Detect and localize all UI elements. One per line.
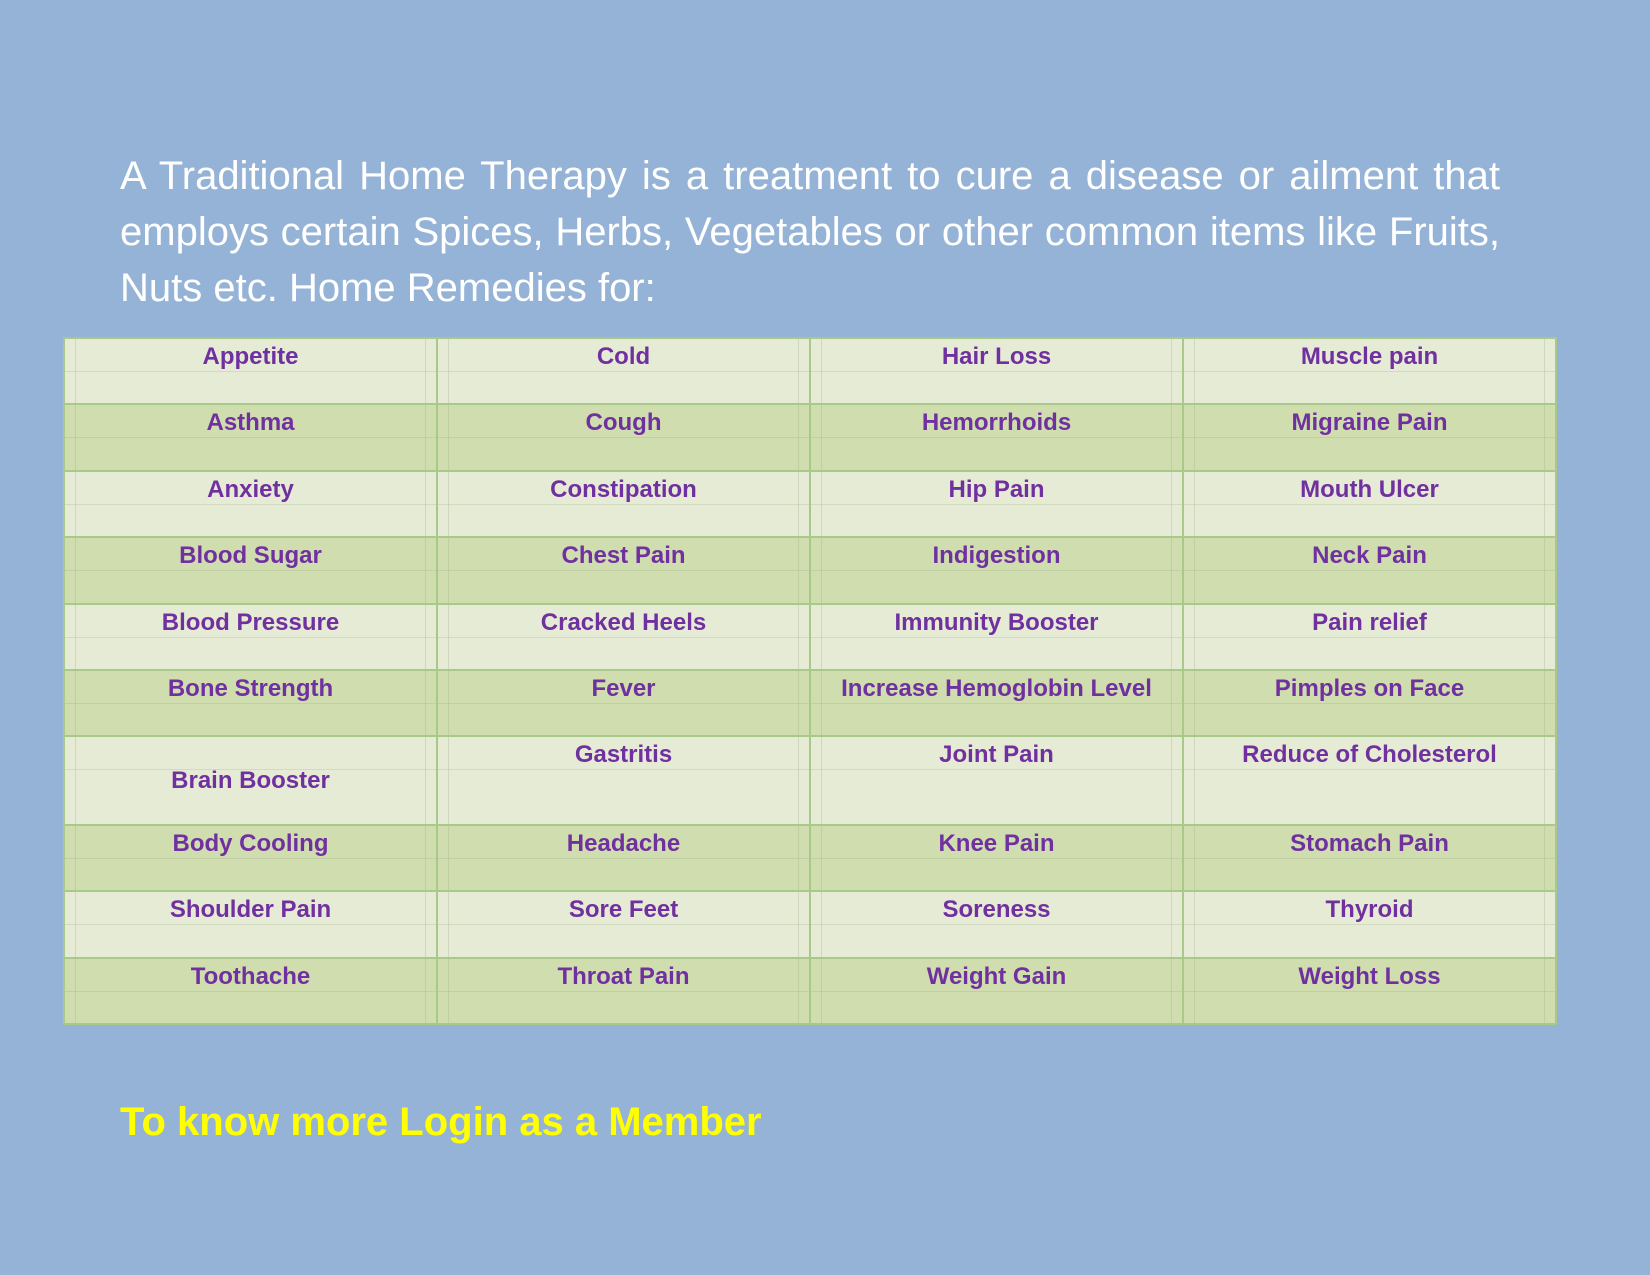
remedy-cell: Blood Pressure xyxy=(64,604,437,670)
remedy-cell: Reduce of Cholesterol xyxy=(1183,736,1556,825)
remedy-cell: Mouth Ulcer xyxy=(1183,471,1556,537)
remedy-cell: Muscle pain xyxy=(1183,338,1556,404)
table-row xyxy=(64,404,1556,470)
remedy-cell: Pain relief xyxy=(1183,604,1556,670)
remedy-cell: Chest Pain xyxy=(437,537,810,603)
remedies-table xyxy=(63,337,1557,1025)
remedy-cell: Hemorrhoids xyxy=(810,404,1183,470)
remedy-cell: Brain Booster xyxy=(64,736,437,825)
remedy-cell: Neck Pain xyxy=(1183,537,1556,603)
remedy-cell: Pimples on Face xyxy=(1183,670,1556,736)
table-row xyxy=(64,736,1556,825)
remedy-cell: Blood Sugar xyxy=(64,537,437,603)
remedy-cell: Shoulder Pain xyxy=(64,891,437,957)
remedy-cell: Knee Pain xyxy=(810,825,1183,891)
remedy-cell: Soreness xyxy=(810,891,1183,957)
remedy-cell: Cough xyxy=(437,404,810,470)
table-row xyxy=(64,825,1556,891)
table-row xyxy=(64,471,1556,537)
remedy-cell: Fever xyxy=(437,670,810,736)
remedy-cell: Hair Loss xyxy=(810,338,1183,404)
remedy-cell: Weight Loss xyxy=(1183,958,1556,1024)
remedy-cell: Cracked Heels xyxy=(437,604,810,670)
table-row xyxy=(64,537,1556,603)
remedy-cell: Toothache xyxy=(64,958,437,1024)
remedy-cell: Indigestion xyxy=(810,537,1183,603)
remedy-cell: Anxiety xyxy=(64,471,437,537)
remedy-cell: Weight Gain xyxy=(810,958,1183,1024)
remedy-cell: Constipation xyxy=(437,471,810,537)
remedy-cell: Gastritis xyxy=(437,736,810,825)
login-call-to-action: To know more Login as a Member xyxy=(120,1100,762,1144)
remedy-cell: Immunity Booster xyxy=(810,604,1183,670)
table-row xyxy=(64,958,1556,1024)
remedy-cell: Asthma xyxy=(64,404,437,470)
table-row xyxy=(64,604,1556,670)
remedy-cell: Headache xyxy=(437,825,810,891)
remedy-cell: Throat Pain xyxy=(437,958,810,1024)
remedy-cell: Increase Hemoglobin Level xyxy=(810,670,1183,736)
remedy-cell: Stomach Pain xyxy=(1183,825,1556,891)
intro-paragraph: A Traditional Home Therapy is a treatment to cure a disease or ailment that employs certain Spices, Herbs, Vegetables or other common items like Fruits, Nuts etc. Home Remedies for: xyxy=(120,154,1500,310)
table-row xyxy=(64,338,1556,404)
remedy-cell: Sore Feet xyxy=(437,891,810,957)
remedy-cell: Bone Strength xyxy=(64,670,437,736)
remedy-cell: Hip Pain xyxy=(810,471,1183,537)
table-row xyxy=(64,670,1556,736)
table-row xyxy=(64,891,1556,957)
remedy-cell: Migraine Pain xyxy=(1183,404,1556,470)
remedy-cell: Thyroid xyxy=(1183,891,1556,957)
remedy-cell: Cold xyxy=(437,338,810,404)
remedy-cell: Joint Pain xyxy=(810,736,1183,825)
remedy-cell: Body Cooling xyxy=(64,825,437,891)
remedy-cell: Appetite xyxy=(64,338,437,404)
